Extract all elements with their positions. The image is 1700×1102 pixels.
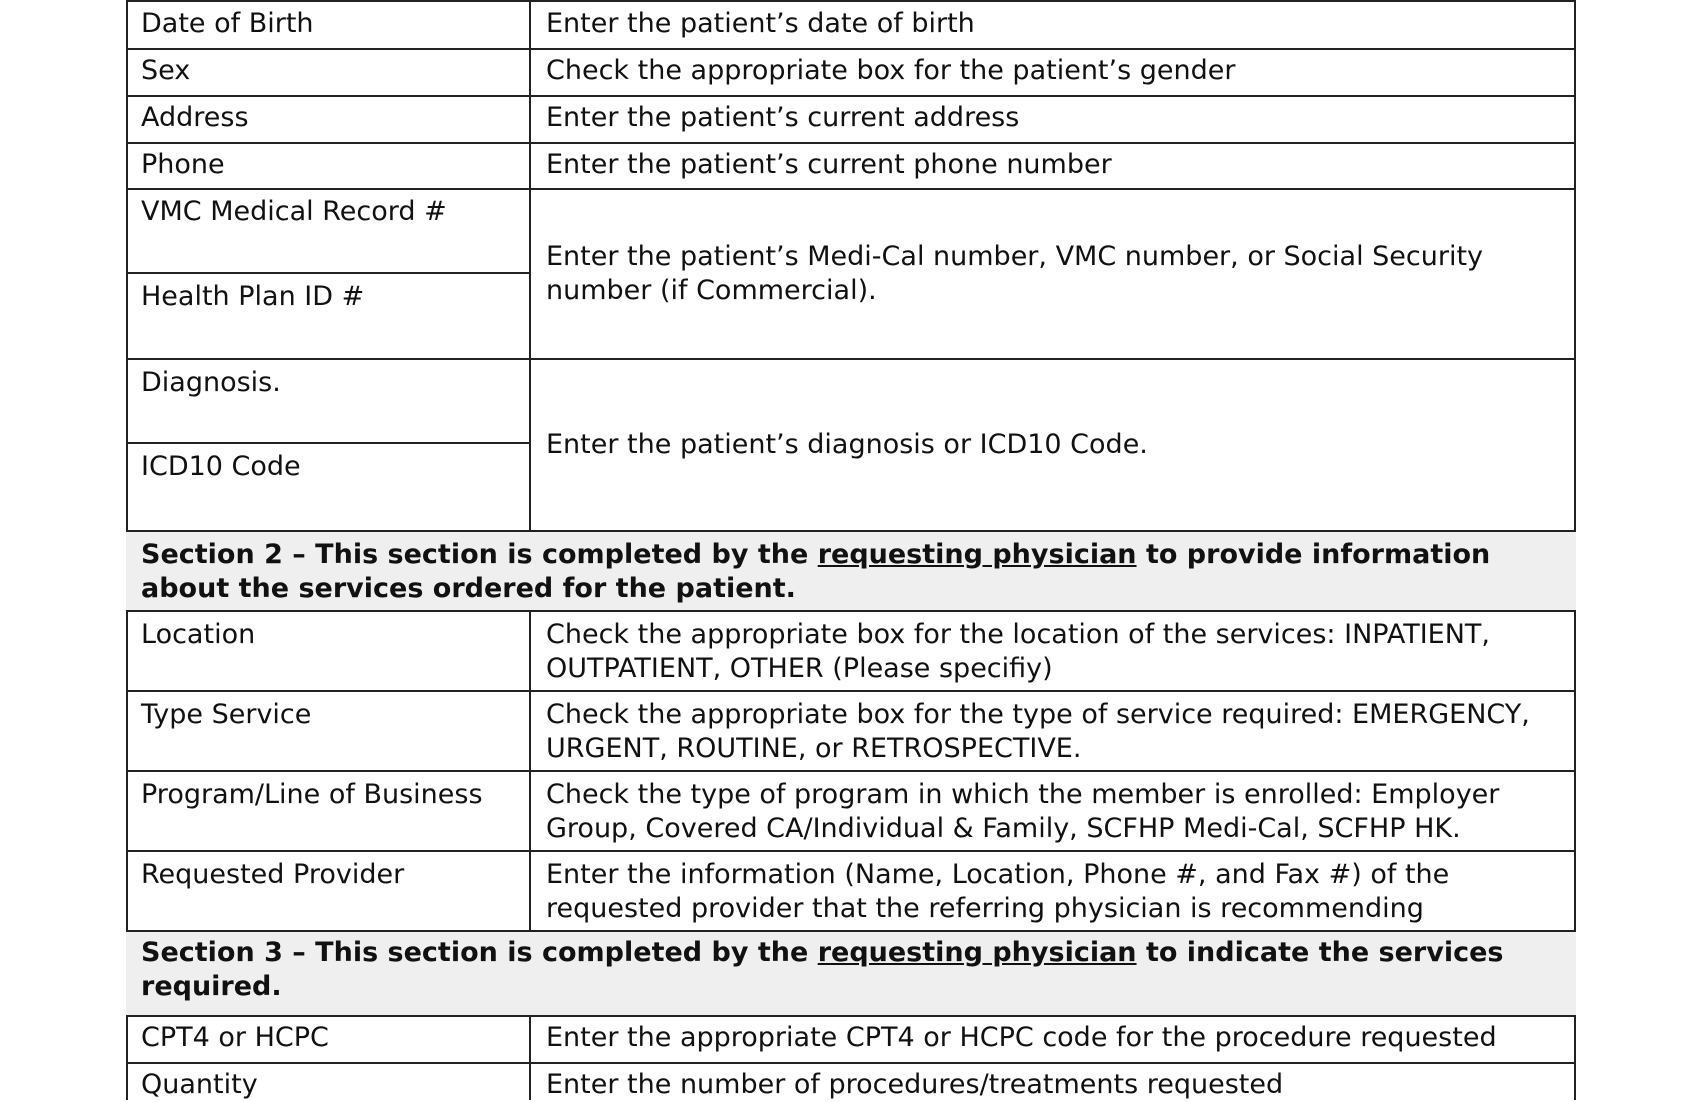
row-description: Check the appropriate box for the location of the services: INPATIENT, OUTPATIENT, OTHER (Please specifiy) bbox=[546, 619, 1490, 684]
row-label: Type Service bbox=[141, 699, 312, 730]
section-2-header bbox=[126, 530, 1576, 610]
vmc-medical-record-label: VMC Medical Record # bbox=[141, 196, 447, 227]
table-row bbox=[126, 850, 1576, 930]
id-description: Enter the patient’s Medi-Cal number, VMC number, or Social Security number (if Commercial). bbox=[546, 241, 1484, 306]
table-row bbox=[126, 690, 1576, 770]
row-description: Enter the patient’s date of birth bbox=[546, 8, 975, 39]
table-row bbox=[126, 770, 1576, 850]
row-description: Check the appropriate box for the patient’s gender bbox=[546, 55, 1236, 86]
row-label: CPT4 or HCPC bbox=[141, 1022, 329, 1053]
diagnosis-label: Diagnosis. bbox=[141, 367, 281, 398]
table-row bbox=[126, 610, 1576, 690]
row-label: Location bbox=[141, 619, 256, 650]
row-label: Program/Line of Business bbox=[141, 779, 483, 810]
row-label: Phone bbox=[141, 149, 225, 180]
section-3-header bbox=[126, 930, 1576, 1015]
row-description: Enter the appropriate CPT4 or HCPC code for the procedure requested bbox=[546, 1022, 1497, 1053]
row-label: Quantity bbox=[141, 1069, 258, 1100]
row-description: Enter the number of procedures/treatments requested bbox=[546, 1069, 1284, 1100]
row-description: Check the appropriate box for the type of service required: EMERGENCY, URGENT, ROUTINE, or RETROSPECTIVE. bbox=[546, 699, 1530, 764]
instructions-table bbox=[126, 0, 1576, 1100]
row-description: Enter the patient’s current phone number bbox=[546, 149, 1112, 180]
table-row-diagnosis-group bbox=[126, 358, 1576, 530]
row-description: Check the type of program in which the member is enrolled: Employer Group, Covered CA/Individual & Family, SCFHP Medi-Cal, SCFHP HK. bbox=[546, 779, 1500, 844]
row-label: Sex bbox=[141, 55, 191, 86]
section-2-title: Section 2 – This section is completed by the requesting physician to provide information about the services ordered for the patient. bbox=[141, 539, 1491, 604]
requesting-physician-emphasis: requesting physician bbox=[817, 937, 1137, 968]
table-row-id-group bbox=[126, 188, 1576, 358]
row-label: Requested Provider bbox=[141, 859, 405, 890]
row-label: Date of Birth bbox=[141, 8, 314, 39]
row-label: Address bbox=[141, 102, 249, 133]
requesting-physician-emphasis: requesting physician bbox=[817, 539, 1137, 570]
table-row bbox=[126, 1062, 1576, 1100]
row-description: Enter the patient’s current address bbox=[546, 102, 1020, 133]
label-divider bbox=[126, 272, 531, 274]
table-row bbox=[126, 1015, 1576, 1062]
health-plan-id-label: Health Plan ID # bbox=[141, 281, 365, 312]
icd10-code-label: ICD10 Code bbox=[141, 451, 301, 482]
section-3-title: Section 3 – This section is completed by the requesting physician to indicate the services required. bbox=[141, 937, 1504, 1002]
diagnosis-description: Enter the patient’s diagnosis or ICD10 Code. bbox=[546, 429, 1148, 460]
table-row bbox=[126, 0, 1576, 48]
table-row bbox=[126, 48, 1576, 95]
row-description: Enter the information (Name, Location, Phone #, and Fax #) of the requested provider that the referring physician is recommending bbox=[546, 859, 1450, 924]
table-row bbox=[126, 95, 1576, 142]
label-divider bbox=[126, 442, 531, 444]
table-row bbox=[126, 142, 1576, 188]
